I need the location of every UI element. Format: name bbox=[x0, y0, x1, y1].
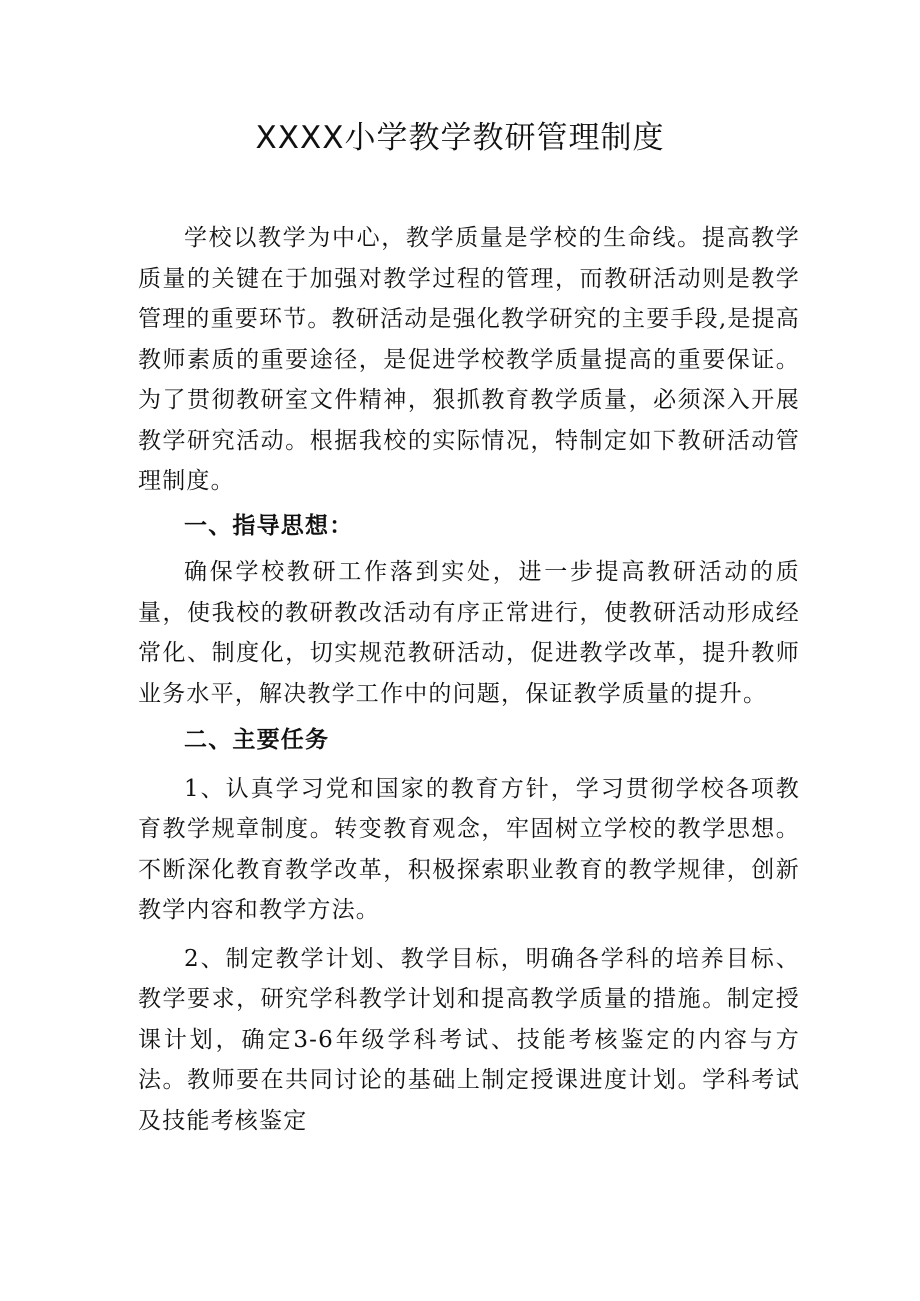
guiding-thought-paragraph: 确保学校教研工作落到实处，进一步提高教研活动的质量，使我校的教研教改活动有序正常进行，使教研活动形成经常化、制度化，切实规范教研活动，促进教学改革，提升教师业务水平，解决教学工作中的问题，保证教学质量的提升。 bbox=[138, 559, 800, 707]
section-heading-guiding-thought: 一、指导思想： bbox=[184, 512, 354, 539]
intro-paragraph: 学校以教学为中心，教学质量是学校的生命线。提高教学质量的关键在于加强对教学过程的管理，而教研活动则是教学管理的重要环节。教研活动是强化教学研究的主要手段,是提高教师素质的重要途径，是促进学校教学质量提高的重要保证。为了贯彻教研室文件精神，狠抓教育教学质量，必须深入开展教学研究活动。根据我校的实际情况，特制定如下教研活动管理制度。 bbox=[138, 225, 800, 494]
document-title: XXXX小学教学教研管理制度 bbox=[255, 120, 665, 156]
document-body bbox=[138, 218, 800, 1141]
section-heading-main-tasks: 二、主要任务 bbox=[184, 727, 330, 753]
task-item-2: 2、制定教学计划、教学目标，明确各学科的培养目标、教学要求，研究学科教学计划和提高教学质量的措施。制定授课计划，确定3-6年级学科考试、技能考核鉴定的内容与方法。教师要在共同讨论的基础上制定授课进度计划。学科考试及技能考核鉴定 bbox=[138, 945, 800, 1134]
task-item-1: 1、认真学习党和国家的教育方针，学习贯彻学校各项教育教学规章制度。转变教育观念，牢固树立学校的教学思想。不断深化教育教学改革，积极探索职业教育的教学规律，创新教学内容和教学方法。 bbox=[138, 775, 800, 923]
